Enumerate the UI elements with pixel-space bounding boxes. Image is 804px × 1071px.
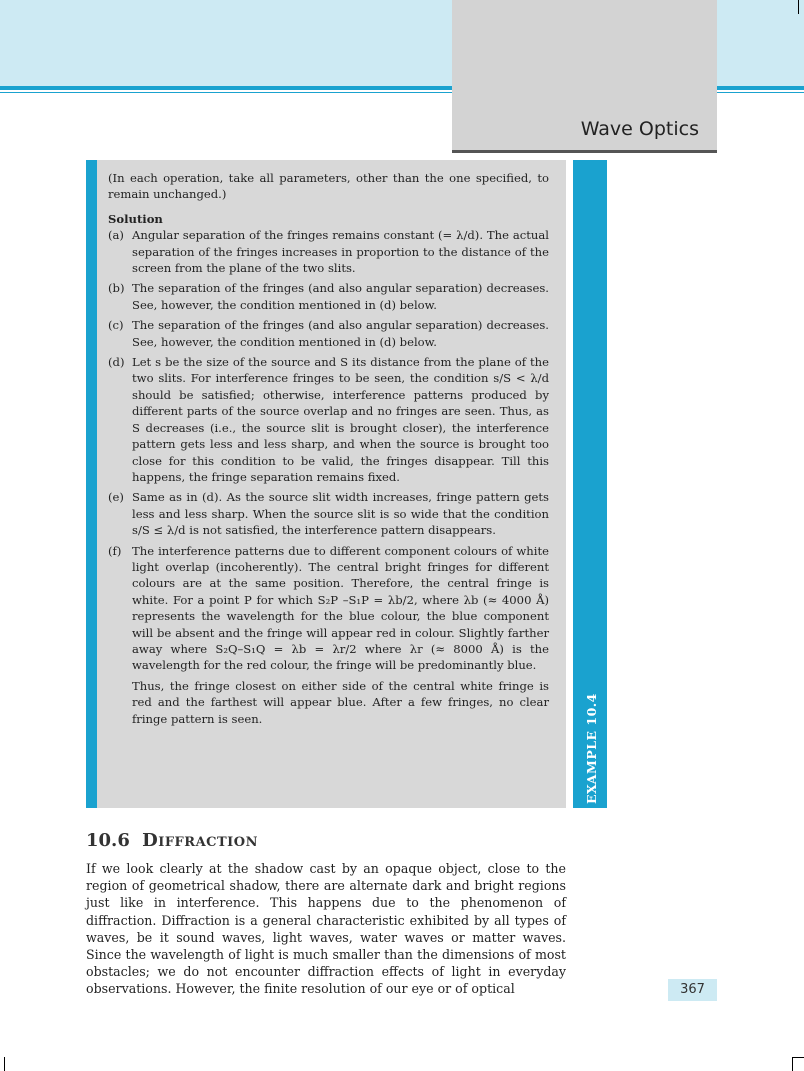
solution-item-label: (b) <box>108 281 125 296</box>
solution-item-label: (c) <box>108 318 124 333</box>
crop-mark-bottom-right-v <box>792 1057 793 1071</box>
solution-item <box>108 317 549 350</box>
solution-item-label: (d) <box>108 355 125 370</box>
page-number: 367 <box>668 979 717 1001</box>
solution-item <box>108 543 549 674</box>
solution-item-label: (e) <box>108 490 124 505</box>
solution-item-label: (f) <box>108 543 122 558</box>
solution-item-text: Let s be the size of the source and S its distance from the plane of the two slits. For interference fringes to be seen, the condition s/S < λ/d should be satisfied; otherwise, interference patterns produced by different parts of the source overlap and no fringes are seen. Thus, as S decreases (i.e., the source slit is brought closer), the interference pattern gets less and less sharp, and when the source is brought too close for this condition to be valid, the fringes disappear. Till this happens, the fringe separation remains fixed. <box>132 355 549 484</box>
example-label: EXAMPLE 10.4 <box>584 693 599 804</box>
section-heading <box>86 830 258 851</box>
solution-closing: Thus, the fringe closest on either side of the central white fringe is red and the farthest will appear blue. After a few fringes, no clear fringe pattern is seen. <box>132 678 549 726</box>
solution-items <box>108 227 549 674</box>
example-left-bar <box>86 160 97 808</box>
solution-item-text: The separation of the fringes (and also angular separation) decreases. See, however, the condition mentioned in (d) below. <box>132 281 549 312</box>
solution-item <box>108 280 549 313</box>
solution-heading: Solution <box>108 211 163 226</box>
chapter-title-underline <box>452 150 717 153</box>
solution-item-label: (a) <box>108 228 124 243</box>
crop-mark-top-right <box>798 0 799 14</box>
solution-item-text: The interference patterns due to different component colours of white light overlap (incoherently). The central bright fringes for different colours are at the same position. Therefore, the central fringe is white. For a point P for which S₂P –S₁P = λb/2, where λb (≈ 4000 Å) represents the wavelength for the blue colour, the blue component will be absent and the fringe will appear red in colour. Slightly farther away where S₂Q–S₁Q = λb = λr/2 where λr (≈ 8000 Å) is the wavelength for the red colour, the fringe will be predominantly blue. <box>132 543 549 673</box>
section-body: If we look clearly at the shadow cast by an opaque object, close to the region of geometrical shadow, there are alternate dark and bright regions just like in interference. This happens due to the phenomenon of diffraction. Diffraction is a general characteristic exhibited by all types of waves, be it sound waves, light waves, water waves or matter waves. Since the wavelength of light is much smaller than the dimensions of most obstacles; we do not encounter diffraction effects of light in everyday observations. However, the finite resolution of our eye or of optical <box>86 861 566 997</box>
example-content <box>108 170 549 727</box>
section-number: 10.6 <box>86 830 130 851</box>
section-title: Diffraction <box>142 830 258 851</box>
chapter-title: Wave Optics <box>580 118 699 140</box>
crop-mark-bottom-right-h <box>792 1057 804 1058</box>
solution-item-text: The separation of the fringes (and also angular separation) decreases. See, however, the condition mentioned in (d) below. <box>132 318 549 349</box>
solution-item <box>108 354 549 485</box>
example-intro: (In each operation, take all parameters, other than the one specified, to remain unchanged.) <box>108 171 549 202</box>
crop-mark-bottom-left <box>4 1057 5 1071</box>
solution-item <box>108 227 549 276</box>
solution-item-text: Angular separation of the fringes remains constant (= λ/d). The actual separation of the fringes increases in proportion to the distance of the screen from the plane of the two slits. <box>132 228 549 276</box>
solution-item <box>108 489 549 538</box>
solution-item-text: Same as in (d). As the source slit width increases, fringe pattern gets less and less sharp. When the source slit is so wide that the condition s/S ≤ λ/d is not satisfied, the interference pattern disappears. <box>132 490 549 538</box>
